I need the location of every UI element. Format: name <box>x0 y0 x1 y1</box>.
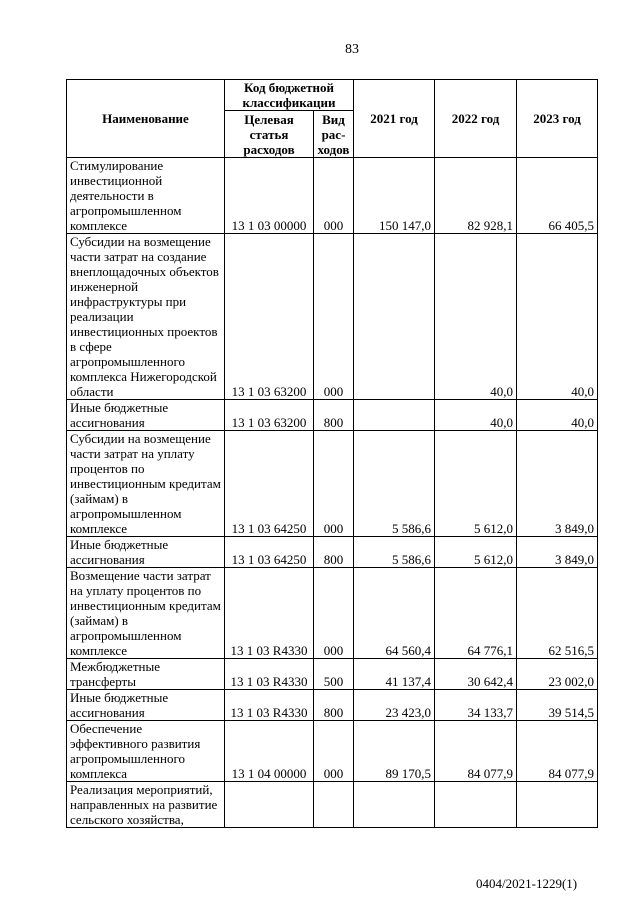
row-target-article: 13 1 03 R4330 <box>225 568 314 659</box>
table-body <box>67 158 598 828</box>
table-row <box>67 537 598 568</box>
row-amount-2023: 84 077,9 <box>517 721 598 782</box>
row-target-article: 13 1 03 64250 <box>225 431 314 537</box>
row-name: Субсидии на возмещение части затрат на уплату процентов по инвестиционным кредитам (займам) в агропромышленном комплексе <box>67 431 225 537</box>
table-row <box>67 690 598 721</box>
row-amount-2022: 84 077,9 <box>435 721 517 782</box>
row-amount-2022: 40,0 <box>435 234 517 400</box>
row-amount-2021: 23 423,0 <box>354 690 435 721</box>
row-amount-2021: 41 137,4 <box>354 659 435 690</box>
row-amount-2022: 5 612,0 <box>435 431 517 537</box>
row-target-article: 13 1 03 R4330 <box>225 690 314 721</box>
row-amount-2021: 5 586,6 <box>354 537 435 568</box>
row-amount-2023: 23 002,0 <box>517 659 598 690</box>
row-name: Иные бюджетные ассигнования <box>67 690 225 721</box>
row-amount-2023: 3 849,0 <box>517 431 598 537</box>
row-amount-2021: 5 586,6 <box>354 431 435 537</box>
row-amount-2022: 64 776,1 <box>435 568 517 659</box>
header-target-article: Целевая статья расходов <box>225 111 314 158</box>
row-name: Реализация мероприятий, направленных на развитие сельского хозяйства, <box>67 782 225 828</box>
row-amount-2022: 82 928,1 <box>435 158 517 234</box>
header-year-2022: 2022 год <box>435 80 517 158</box>
row-name: Обеспечение эффективного развития агропромышленного комплекса <box>67 721 225 782</box>
row-target-article: 13 1 03 63200 <box>225 400 314 431</box>
header-expense-type: Вид рас-ходов <box>314 111 354 158</box>
row-name: Иные бюджетные ассигнования <box>67 400 225 431</box>
row-name: Стимулирование инвестиционной деятельности в агропромышленном комплексе <box>67 158 225 234</box>
row-expense-type: 000 <box>314 568 354 659</box>
row-expense-type: 000 <box>314 234 354 400</box>
row-name: Субсидии на возмещение части затрат на создание внеплощадочных объектов инженерной инфраструктуры при реализации инвестиционных проектов в сфере агропромышленного комплекса Нижегородской области <box>67 234 225 400</box>
row-name: Межбюджетные трансферты <box>67 659 225 690</box>
row-amount-2021 <box>354 782 435 828</box>
row-amount-2023: 3 849,0 <box>517 537 598 568</box>
row-amount-2022 <box>435 782 517 828</box>
row-target-article: 13 1 03 R4330 <box>225 659 314 690</box>
row-amount-2022: 5 612,0 <box>435 537 517 568</box>
document-code: 0404/2021-1229(1) <box>476 876 578 891</box>
table-row <box>67 234 598 400</box>
row-amount-2023: 40,0 <box>517 234 598 400</box>
row-expense-type <box>314 782 354 828</box>
row-amount-2023 <box>517 782 598 828</box>
table-row <box>67 431 598 537</box>
row-target-article: 13 1 04 00000 <box>225 721 314 782</box>
row-target-article: 13 1 03 64250 <box>225 537 314 568</box>
page-number: 83 <box>345 42 359 57</box>
table-row <box>67 568 598 659</box>
header-name: Наименование <box>67 80 225 158</box>
row-expense-type: 800 <box>314 400 354 431</box>
budget-table <box>66 79 598 828</box>
row-amount-2022: 34 133,7 <box>435 690 517 721</box>
table-row <box>67 158 598 234</box>
row-target-article: 13 1 03 00000 <box>225 158 314 234</box>
row-expense-type: 000 <box>314 721 354 782</box>
row-expense-type: 000 <box>314 158 354 234</box>
row-target-article: 13 1 03 63200 <box>225 234 314 400</box>
table-row <box>67 400 598 431</box>
row-expense-type: 800 <box>314 537 354 568</box>
row-amount-2021: 64 560,4 <box>354 568 435 659</box>
row-name: Иные бюджетные ассигнования <box>67 537 225 568</box>
row-target-article <box>225 782 314 828</box>
header-year-2023: 2023 год <box>517 80 598 158</box>
row-amount-2022: 40,0 <box>435 400 517 431</box>
row-expense-type: 000 <box>314 431 354 537</box>
row-expense-type: 800 <box>314 690 354 721</box>
row-amount-2023: 40,0 <box>517 400 598 431</box>
row-name: Возмещение части затрат на уплату процентов по инвестиционным кредитам (займам) в агропромышленном комплексе <box>67 568 225 659</box>
row-amount-2022: 30 642,4 <box>435 659 517 690</box>
row-amount-2021: 89 170,5 <box>354 721 435 782</box>
table-row <box>67 782 598 828</box>
row-amount-2023: 66 405,5 <box>517 158 598 234</box>
table-row <box>67 721 598 782</box>
row-amount-2021: 150 147,0 <box>354 158 435 234</box>
header-year-2021: 2021 год <box>354 80 435 158</box>
row-amount-2021 <box>354 234 435 400</box>
row-amount-2023: 39 514,5 <box>517 690 598 721</box>
table-row <box>67 659 598 690</box>
row-expense-type: 500 <box>314 659 354 690</box>
row-amount-2021 <box>354 400 435 431</box>
header-budget-code: Код бюджетной классификации <box>225 80 354 111</box>
row-amount-2023: 62 516,5 <box>517 568 598 659</box>
